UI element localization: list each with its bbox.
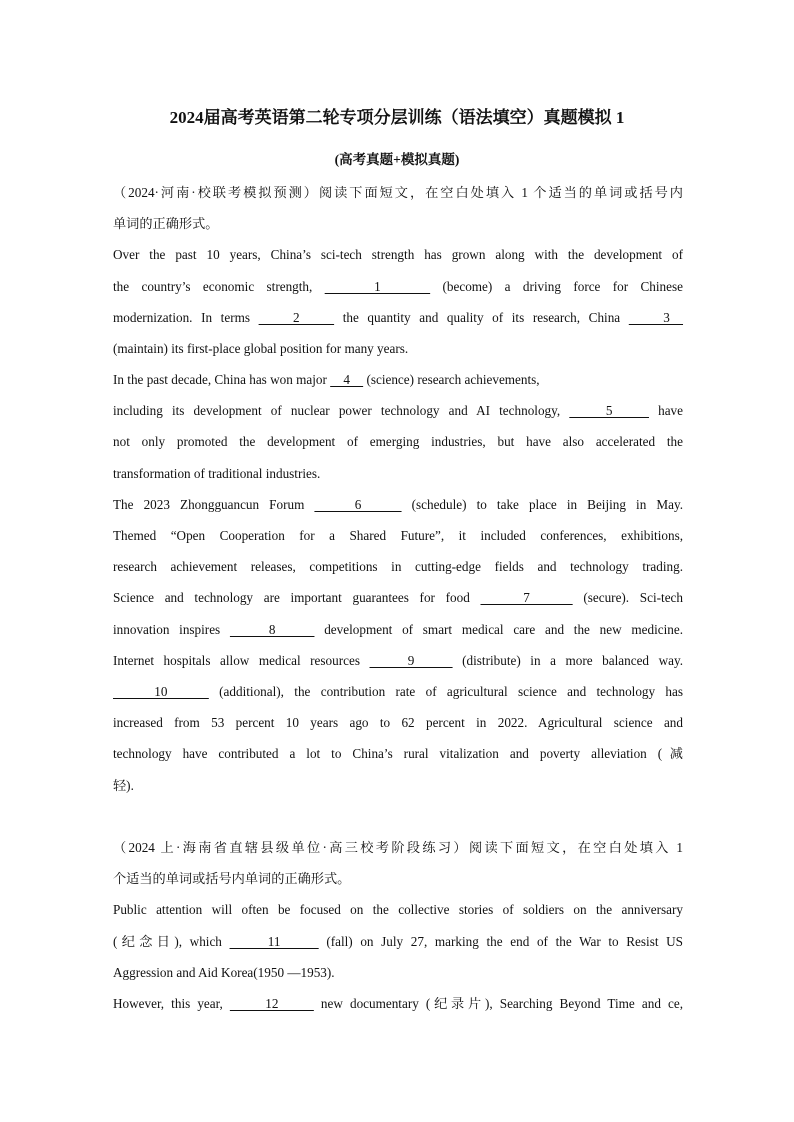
passage-line: 10 (additional), the contribution rate of agricultural science and technology has bbox=[113, 684, 684, 699]
passage-line: the country’s economic strength, 1 (become) a driving force for Chinese bbox=[113, 279, 683, 294]
passage-line: Public attention will often be focused on the collective stories of soldiers on the anniversary bbox=[113, 902, 683, 917]
passage-line: The 2023 Zhongguancun Forum 6 (schedule) to take place in Beijing in May. bbox=[113, 497, 683, 512]
passage-line: Science and technology are important guarantees for food 7 (secure). Sci-tech bbox=[113, 590, 684, 605]
blank-12[interactable]: 12 bbox=[229, 996, 314, 1011]
passage-line: transformation of traditional industries. bbox=[113, 466, 321, 481]
passage1-source-cont: 单词的正确形式。 bbox=[113, 216, 219, 231]
passage-line: (纪念日), which 11 (fall) on July 27, marking the end of the War to Resist US bbox=[113, 934, 684, 949]
passage2-source: （2024 上·海南省直辖县级单位·高三校考阶段练习）阅读下面短文，在空白处填入 1 bbox=[113, 840, 683, 855]
passage2-source-cont: 个适当的单词或括号内单词的正确形式。 bbox=[113, 871, 351, 886]
passage-line: technology have contributed a lot to China’s rural vitalization and poverty alleviation (减 bbox=[113, 746, 683, 761]
blank-10[interactable]: 10 bbox=[113, 684, 209, 699]
passage-line: including its development of nuclear power technology and AI technology, 5 have bbox=[113, 403, 683, 418]
document-title: 2024届高考英语第二轮专项分层训练（语法填空）真题模拟 1 bbox=[169, 108, 625, 127]
passage-line: increased from 53 percent 10 years ago to 62 percent in 2022. Agricultural science and bbox=[113, 715, 683, 730]
passage-line: Internet hospitals allow medical resources 9 (distribute) in a more balanced way. bbox=[113, 653, 683, 668]
passage-line: modernization. In terms 2 the quantity and quality of its research, China 3 bbox=[113, 310, 684, 325]
blank-1[interactable]: 1 bbox=[324, 279, 431, 294]
blank-7[interactable]: 7 bbox=[480, 590, 573, 605]
blank-4[interactable]: 4 bbox=[330, 372, 364, 387]
passage-line: Themed “Open Cooperation for a Shared Future”, it included conferences, exhibitions, bbox=[113, 528, 683, 543]
document-subtitle: (高考真题+模拟真题) bbox=[334, 152, 460, 167]
blank-3[interactable]: 3 bbox=[628, 310, 684, 325]
passage-line: (maintain) its first-place global position for many years. bbox=[113, 341, 409, 356]
passage-line: In the past decade, China has won major 4 (science) research achievements, bbox=[113, 372, 540, 387]
passage-line: Over the past 10 years, China’s sci-tech strength has grown along with the development of bbox=[113, 247, 683, 262]
blank-9[interactable]: 9 bbox=[369, 653, 453, 668]
passage-line: However, this year, 12 new documentary (纪录片), Searching Beyond Time and ce, bbox=[113, 996, 683, 1011]
blank-8[interactable]: 8 bbox=[229, 622, 315, 637]
passage-line: Aggression and Aid Korea(1950 —1953). bbox=[113, 965, 335, 980]
blank-5[interactable]: 5 bbox=[569, 403, 649, 418]
passage-line: innovation inspires 8 development of smart medical care and the new medicine. bbox=[113, 622, 683, 637]
passage-line: 轻). bbox=[113, 778, 134, 793]
blank-11[interactable]: 11 bbox=[229, 934, 319, 949]
blank-6[interactable]: 6 bbox=[314, 497, 402, 512]
blank-2[interactable]: 2 bbox=[258, 310, 335, 325]
passage-line: research achievement releases, competitions in cutting-edge fields and technology trading. bbox=[113, 559, 683, 574]
passage1-source: （2024·河南·校联考模拟预测）阅读下面短文，在空白处填入 1 个适当的单词或括号内 bbox=[113, 185, 683, 200]
passage-line: not only promoted the development of emerging industries, but have also accelerated the bbox=[113, 434, 683, 449]
